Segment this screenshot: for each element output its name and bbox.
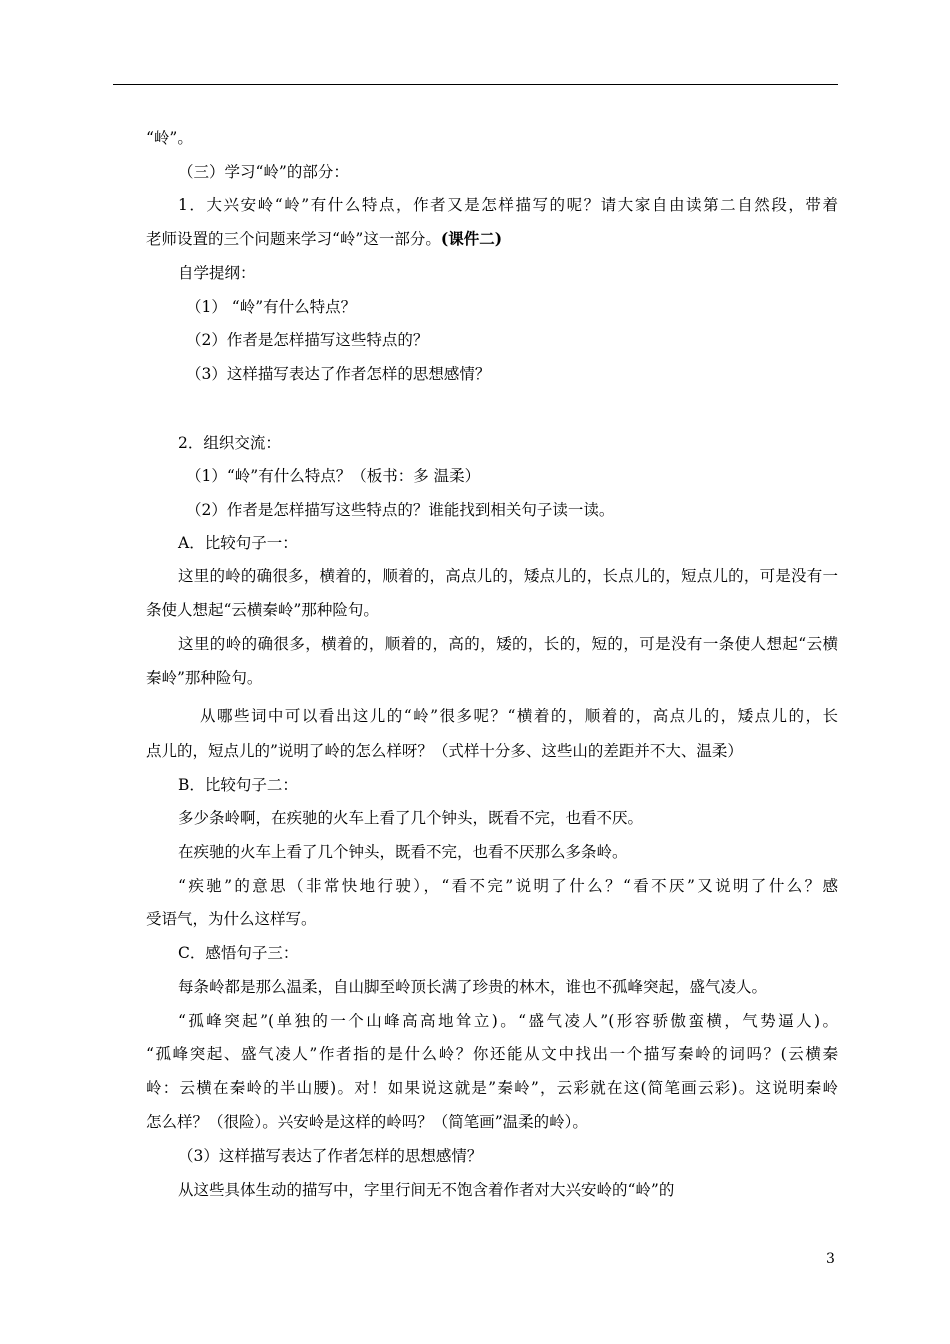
text-line: 老师设置的三个问题来学习“岭”这一部分。(课件二) (146, 229, 503, 248)
text-line: 1．大兴安岭“岭”有什么特点，作者又是怎样描写的呢？请大家自由读第二自然段，带着 (178, 196, 838, 214)
text-line: 从这些具体生动的描写中，字里行间无不饱含着作者对大兴安岭的“岭”的 (178, 1181, 675, 1199)
text-line: 自学提纲： (178, 264, 256, 282)
subheading: C．感悟句子三： (178, 944, 299, 962)
section-heading: （三）学习“岭”的部分： (178, 163, 349, 181)
courseware-tag: (课件二) (440, 229, 503, 248)
text-line: 怎么样？（很险）。兴安岭是这样的岭吗？（简笔画”温柔的岭）。 (146, 1113, 588, 1131)
list-item: （2）作者是怎样描写这些特点的？谁能找到相关句子读一读。 (186, 501, 615, 519)
text-line: “孤峰突起”(单独的一个山峰高高地耸立)。“盛气凌人”(形容骄傲蛮横，气势逼人)。 (178, 1012, 838, 1030)
text-line: 这里的岭的确很多，横着的，顺着的，高点儿的，矮点儿的，长点儿的，短点儿的，可是没有一 (178, 567, 838, 585)
list-item: （2）作者是怎样描写这些特点的？ (186, 331, 429, 349)
text-line: 条使人想起“云横秦岭”那种险句。 (146, 601, 379, 619)
text-line: 这里的岭的确很多，横着的，顺着的，高的，矮的，长的，短的，可是没有一条使人想起“云横 (178, 635, 838, 653)
subheading: A．比较句子一： (178, 534, 298, 552)
text-line: 多少条岭啊，在疾驰的火车上看了几个钟头，既看不完，也看不厌。 (178, 809, 644, 827)
text-line: 在疾驰的火车上看了几个钟头，既看不完，也看不厌那么多条岭。 (178, 843, 628, 861)
text-line: 每条岭都是那么温柔，自山脚至岭顶长满了珍贵的林木，谁也不孤峰突起，盛气凌人。 (178, 978, 768, 996)
section-heading: 2．组织交流： (178, 434, 281, 452)
list-item: （3）这样描写表达了作者怎样的思想感情？ (178, 1147, 483, 1165)
text-line: 点儿的，短点儿的”说明了岭的怎么样呀？（式样十分多、这些山的差距并不大、温柔） (146, 742, 743, 760)
list-item: （1）“岭”有什么特点？（板书：多 温柔） (186, 467, 481, 485)
text-line: 岭：云横在秦岭的半山腰)。对！如果说这就是”秦岭”，云彩就在这(简笔画云彩)。这说明秦岭 (146, 1079, 838, 1097)
text-line: 从哪些词中可以看出这儿的“岭”很多呢？“横着的，顺着的，高点儿的，矮点儿的，长 (200, 707, 838, 725)
subheading: B．比较句子二： (178, 776, 298, 794)
text-line: 秦岭”那种险句。 (146, 669, 263, 687)
text-line: 受语气，为什么这样写。 (146, 910, 317, 928)
text-line: “疾驰”的意思（非常快地行驶），“看不完”说明了什么？“看不厌”又说明了什么？感 (178, 877, 838, 895)
text-line: “孤峰突起、盛气凌人”作者指的是什么岭？你还能从文中找出一个描写秦岭的词吗？(云横秦 (146, 1045, 838, 1063)
text-line: “岭”。 (146, 129, 193, 147)
list-item: （3）这样描写表达了作者怎样的思想感情？ (186, 365, 491, 383)
list-item: （1） “岭”有什么特点？ (186, 298, 357, 316)
header-rule (113, 84, 838, 85)
page-number: 3 (826, 1251, 835, 1267)
